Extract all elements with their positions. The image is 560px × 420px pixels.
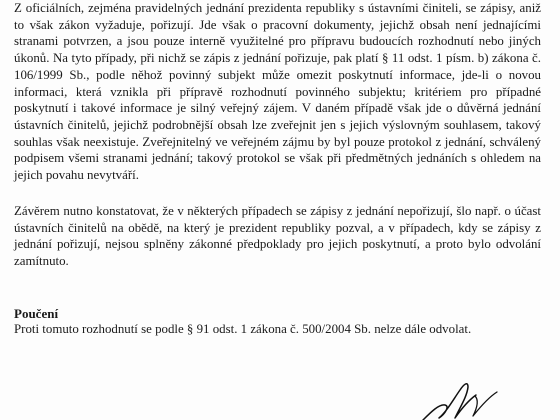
handwritten-signature-icon bbox=[415, 378, 560, 420]
body-paragraph-1: Z oficiálních, zejména pravidelných jednání prezidenta republiky s ústavními činiteli, se zápisy, aniž to však zákon vyžaduje, pořizují. Jde však o pracovní dokumenty, jejichž obsah není jednajícími stranami potvrzen, a jsou pouze interně využitelné pro přípravu budoucích rozhodnutí nebo jiných úkonů. Na tyto případy, při nichž se zápis z jednání pořizuje, pak platí § 11 odst. 1 písm. b) zákona č. 106/1999 Sb., podle něhož povinný subjekt může omezit poskytnutí informace, jde-li o novou informaci, která vznikla při přípravě rozhodnutí povinného subjektu; kritériem pro případné poskytnutí i takové informace je silný veřejný zájem. V daném případě však jde o důvěrná jednání ústavních činitelů, jejichž podrobnější obsah lze zveřejnit jen s jejich výslovným souhlasem, takový souhlas však neexistuje. Zveřejnitelný ve veřejném zájmu by byl pouze protokol z jednání, schválený podpisem všemi stranami jednání; takový protokol se však při předmětných jednáních s ohledem na jejich povahu nevytváří. bbox=[14, 1, 541, 183]
instruction-text: Proti tomuto rozhodnutí se podle § 91 odst. 1 zákona č. 500/2004 Sb. nelze dále odvolat. bbox=[14, 322, 472, 336]
instruction-heading: Poučení bbox=[14, 306, 59, 321]
body-paragraph-2: Závěrem nutno konstatovat, že v některých případech se zápisy z jednání nepořizují, šlo např. o účast ústavních činitelů na obědě, na který je prezident republiky pozval, a v případech, kdy se zápisy z jednání pořizují, nejsou splněny zákonné předpoklady pro jejich poskytnutí, a proto bylo odvolání zamítnuto. bbox=[14, 204, 541, 269]
